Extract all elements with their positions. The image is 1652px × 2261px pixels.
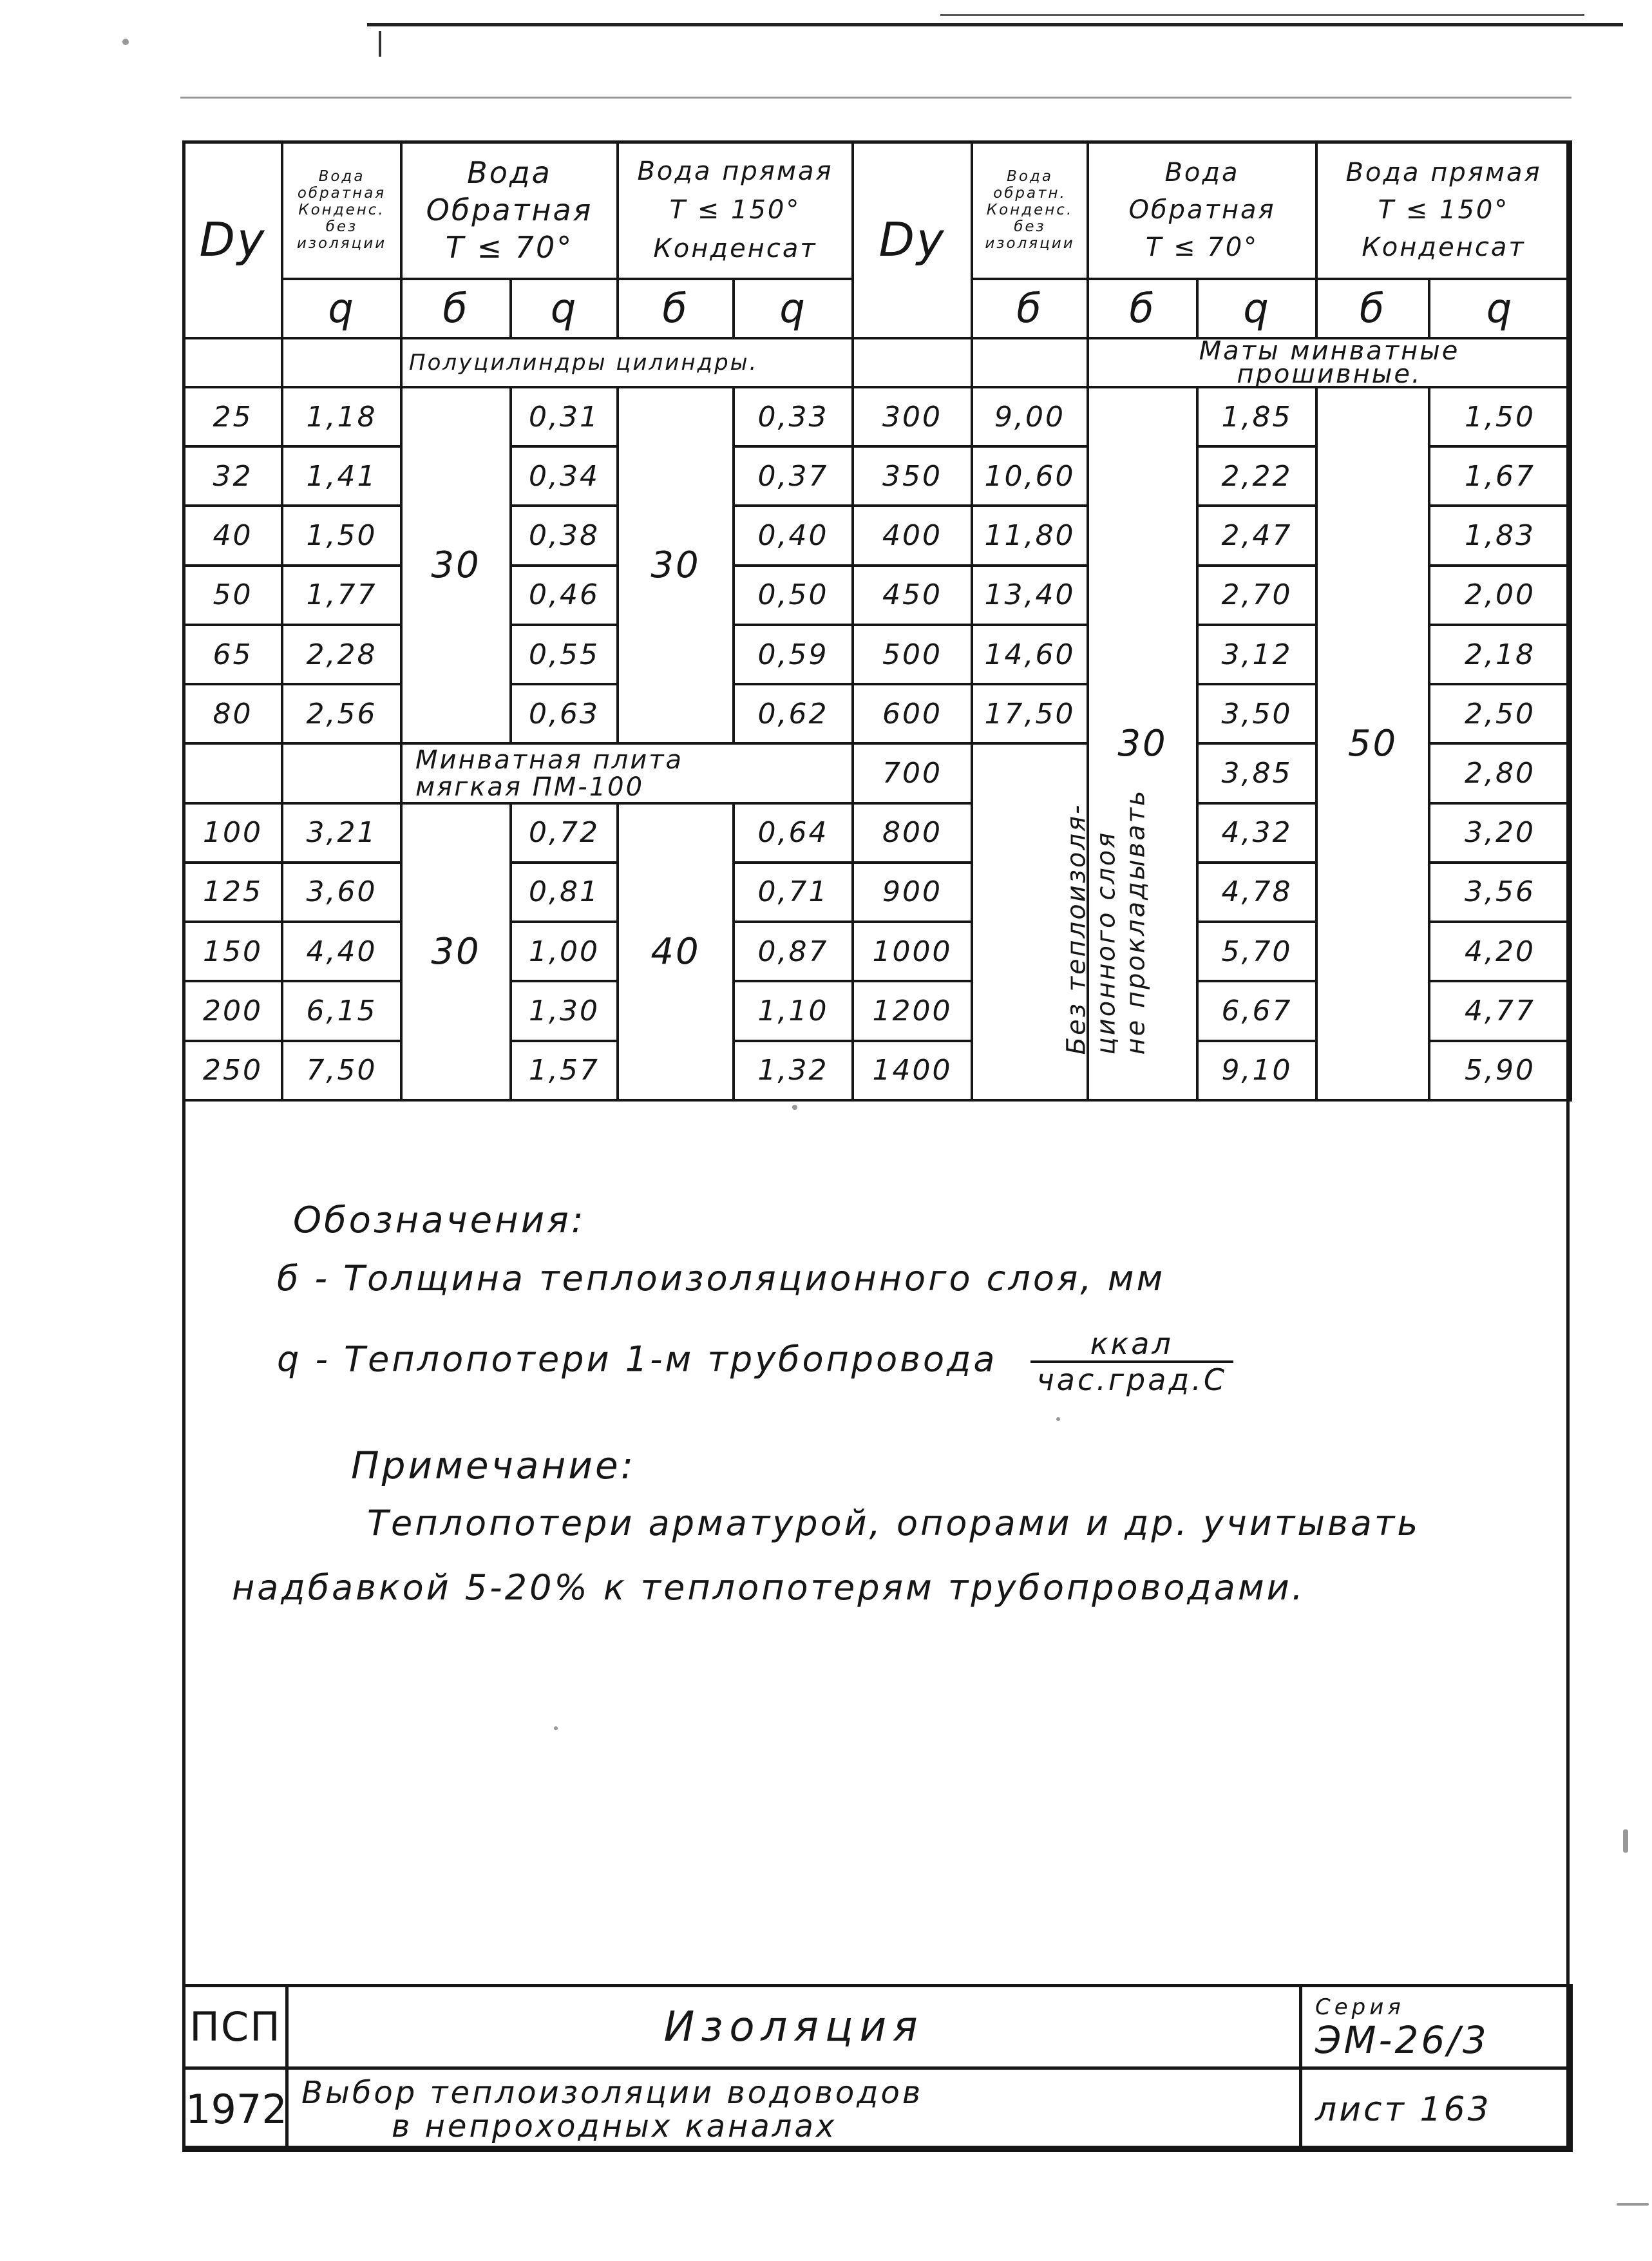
legend-delta-line: б - Толщина теплоизоляционного слоя, мм	[277, 1258, 1166, 1299]
delta-value-return-plate: 30	[401, 803, 511, 1100]
q-value: 0,63	[511, 684, 618, 743]
top-border-line	[367, 23, 1623, 26]
q-value: 0,31	[511, 387, 618, 446]
sheet-number: лист 163	[1301, 2068, 1571, 2151]
q-value: 0,87	[734, 922, 853, 981]
q-value: 0,38	[511, 506, 618, 565]
symbol-delta: б	[1316, 279, 1429, 338]
subtitle-line-1: Выбор теплоизоляции водоводов	[301, 2074, 924, 2111]
q-value: 4,78	[1197, 863, 1316, 922]
dy-value: 50	[184, 566, 282, 625]
q-value: 1,00	[511, 922, 618, 981]
sheet-subtitle	[287, 2068, 1301, 2151]
q-value: 3,12	[1197, 625, 1316, 684]
note-title: Примечание:	[351, 1444, 636, 1487]
series-value: ЭМ-26/3	[1315, 2018, 1489, 2062]
top-tick-mark	[379, 31, 381, 57]
q-value: 0,72	[511, 803, 618, 863]
symbol-q: q	[734, 279, 853, 338]
q-value: 0,40	[734, 506, 853, 565]
q-value: 2,18	[1429, 625, 1571, 684]
dy-value: 150	[184, 922, 282, 981]
delta-value: 13,40	[972, 566, 1088, 625]
q-value: 7,50	[282, 1041, 401, 1100]
delta-value: 11,80	[972, 506, 1088, 565]
q-value: 0,50	[734, 566, 853, 625]
empty-cell	[853, 338, 972, 387]
col-header-direct-water-left: Вода прямая Т ≤ 150° Конденсат	[618, 142, 853, 279]
q-value: 3,60	[282, 863, 401, 922]
q-value: 0,81	[511, 863, 618, 922]
scan-speck	[792, 1105, 797, 1110]
q-value: 1,50	[282, 506, 401, 565]
q-value: 4,77	[1429, 981, 1571, 1040]
q-value: 1,41	[282, 446, 401, 506]
q-value: 1,57	[511, 1041, 618, 1100]
q-value: 0,55	[511, 625, 618, 684]
series-cell	[1301, 1986, 1571, 2068]
insulation-table	[182, 140, 1572, 1102]
dy-value: 1000	[853, 922, 972, 981]
scan-edge-line	[940, 14, 1584, 16]
q-value: 1,10	[734, 981, 853, 1040]
dy-value: 1200	[853, 981, 972, 1040]
table-header-row	[184, 142, 1571, 279]
q-value: 6,67	[1197, 981, 1316, 1040]
q-value: 2,70	[1197, 566, 1316, 625]
note-line-1: Теплопотери арматурой, опорами и др. учитывать	[367, 1503, 1421, 1543]
empty-cell	[282, 743, 401, 803]
symbol-q: q	[1197, 279, 1316, 338]
dy-value: 1400	[853, 1041, 972, 1100]
dy-value: 250	[184, 1041, 282, 1100]
dy-header-left: Dу	[184, 142, 282, 338]
q-value: 1,77	[282, 566, 401, 625]
scan-speck	[122, 39, 129, 45]
legend-q-text: q - Теплопотери 1-м трубопровода	[277, 1339, 998, 1380]
material-label-mineral-plate: Минватная плита мягкая ПМ-100	[401, 743, 853, 803]
dy-value: 600	[853, 684, 972, 743]
q-value: 0,64	[734, 803, 853, 863]
q-value: 0,59	[734, 625, 853, 684]
col-header-direct-water-right: Вода прямая Т ≤ 150° Конденсат	[1316, 142, 1571, 279]
q-value: 1,67	[1429, 446, 1571, 506]
symbol-q: q	[282, 279, 401, 338]
symbol-delta: б	[1088, 279, 1197, 338]
q-value: 2,28	[282, 625, 401, 684]
q-value: 5,70	[1197, 922, 1316, 981]
empty-cell	[184, 338, 282, 387]
unit-fraction	[1030, 1327, 1233, 1397]
q-value: 9,10	[1197, 1041, 1316, 1100]
dy-value: 80	[184, 684, 282, 743]
dy-value: 40	[184, 506, 282, 565]
material-band-row	[184, 338, 1571, 387]
scan-speck	[1623, 1829, 1628, 1853]
material-label-mats: Маты минватные прошивные.	[1088, 338, 1571, 387]
q-value: 0,37	[734, 446, 853, 506]
symbol-q: q	[1429, 279, 1571, 338]
q-value: 1,18	[282, 387, 401, 446]
unit-denominator: час.град.С	[1036, 1362, 1227, 1397]
dy-value: 200	[184, 981, 282, 1040]
dy-header-right: Dу	[853, 142, 972, 338]
q-value: 3,21	[282, 803, 401, 863]
q-value: 0,62	[734, 684, 853, 743]
q-value: 1,85	[1197, 387, 1316, 446]
q-value: 5,90	[1429, 1041, 1571, 1100]
q-value: 2,47	[1197, 506, 1316, 565]
dy-value: 125	[184, 863, 282, 922]
delta-value-direct-plate: 40	[618, 803, 734, 1100]
dy-value: 400	[853, 506, 972, 565]
col-header-return-water-right: Вода Обратная Т ≤ 70°	[1088, 142, 1316, 279]
empty-cell	[972, 338, 1088, 387]
symbol-q: q	[511, 279, 618, 338]
delta-value-direct-cylinders: 30	[618, 387, 734, 743]
org-label: ПСП	[184, 1986, 287, 2068]
q-value: 2,56	[282, 684, 401, 743]
delta-value-direct-mats: 50	[1316, 387, 1429, 1100]
symbol-delta: б	[401, 279, 511, 338]
empty-cell	[184, 743, 282, 803]
q-value: 1,50	[1429, 387, 1571, 446]
dy-value: 700	[853, 743, 972, 803]
q-value: 0,34	[511, 446, 618, 506]
dy-value: 900	[853, 863, 972, 922]
q-value: 3,56	[1429, 863, 1571, 922]
q-value: 2,80	[1429, 743, 1571, 803]
q-value: 2,22	[1197, 446, 1316, 506]
q-value: 6,15	[282, 981, 401, 1040]
q-value: 2,00	[1429, 566, 1571, 625]
series-label: Серия	[1315, 1994, 1405, 2020]
sheet-title: Изоляция	[287, 1986, 1301, 2068]
q-value: 2,50	[1429, 684, 1571, 743]
col-header-cond-no-insulation-right: Вода обратн. Конденс. без изоляции	[972, 142, 1088, 279]
dy-value: 350	[853, 446, 972, 506]
unit-numerator: ккал	[1030, 1327, 1233, 1363]
delta-value: 14,60	[972, 625, 1088, 684]
symbol-delta: б	[972, 279, 1088, 338]
dy-value: 100	[184, 803, 282, 863]
q-value: 3,50	[1197, 684, 1316, 743]
q-value: 1,83	[1429, 506, 1571, 565]
dy-value: 450	[853, 566, 972, 625]
q-value: 3,85	[1197, 743, 1316, 803]
q-value: 0,33	[734, 387, 853, 446]
q-value: 4,40	[282, 922, 401, 981]
no-insulation-note: Без теплоизоля- ционного слоя не прокладывать	[972, 743, 1088, 1100]
dy-value: 800	[853, 803, 972, 863]
q-value: 1,32	[734, 1041, 853, 1100]
dy-value: 25	[184, 387, 282, 446]
col-header-return-water-left: Вода Обратная Т ≤ 70°	[401, 142, 618, 279]
dy-value: 32	[184, 446, 282, 506]
scan-speck	[1056, 1417, 1060, 1421]
title-block	[182, 1984, 1573, 2152]
empty-cell	[282, 338, 401, 387]
dy-value: 65	[184, 625, 282, 684]
table-row	[184, 387, 1571, 446]
delta-value-return-mats: 30	[1088, 387, 1197, 1100]
q-value: 0,46	[511, 566, 618, 625]
note-line-2: надбавкой 5-20% к теплопотерям трубопроводами.	[232, 1567, 1305, 1608]
delta-value: 17,50	[972, 684, 1088, 743]
material-label-cylinders: Полуцилиндры цилиндры.	[401, 338, 853, 387]
subtitle-line-2: в непроходных каналах	[392, 2108, 837, 2144]
scan-speck	[1617, 2203, 1649, 2206]
legend-title: Обозначения:	[293, 1199, 586, 1241]
q-value: 0,71	[734, 863, 853, 922]
delta-value-return-cylinders: 30	[401, 387, 511, 743]
year-label: 1972	[184, 2068, 287, 2151]
q-value: 4,20	[1429, 922, 1571, 981]
dy-value: 500	[853, 625, 972, 684]
dy-value: 300	[853, 387, 972, 446]
q-value: 3,20	[1429, 803, 1571, 863]
q-value: 1,30	[511, 981, 618, 1040]
symbol-delta: б	[618, 279, 734, 338]
delta-value: 10,60	[972, 446, 1088, 506]
delta-value: 9,00	[972, 387, 1088, 446]
q-value: 4,32	[1197, 803, 1316, 863]
legend-q-line	[277, 1327, 1233, 1397]
col-header-cond-no-insulation-left: Вода обратная Конденс. без изоляции	[282, 142, 401, 279]
scan-speck	[554, 1726, 558, 1730]
dotted-guide-line	[180, 97, 1571, 99]
